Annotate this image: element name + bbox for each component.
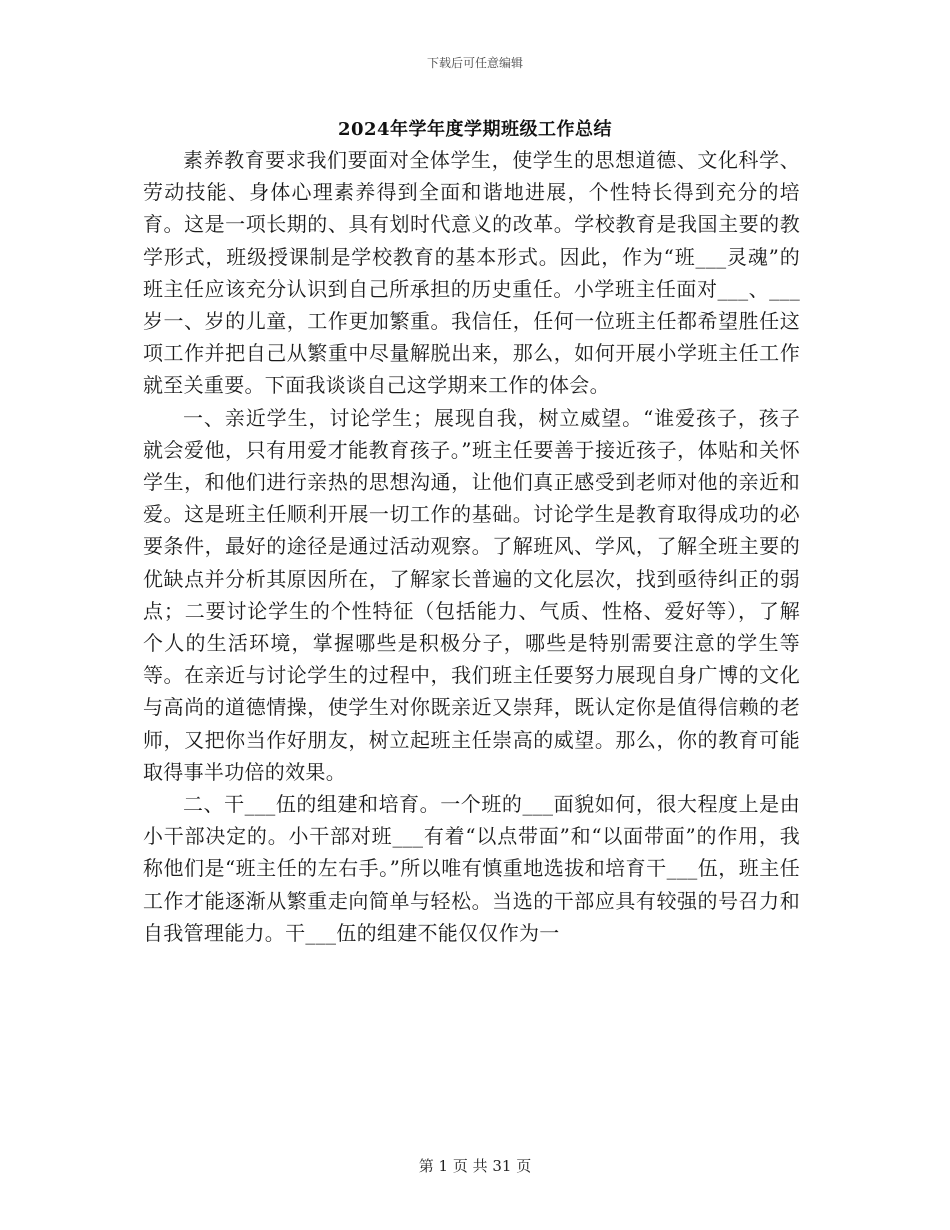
paragraph-intro: 素养教育要求我们要面对全体学生，使学生的思想道德、文化科学、劳动技能、身体心理素养得到全面和谐地进展，个性特长得到充分的培育。这是一项长期的、具有划时代意义的改革。学校教育是我国主要的教学形式，班级授课制是学校教育的基本形式。因此，作为“班___灵魂”的班主任应该充分认识到自己所承担的历史重任。小学班主任面对___、___岁一、岁的儿童，工作更加繁重。我信任，任何一位班主任都希望胜任这项工作并把自己从繁重中尽量解脱出来，那么，如何开展小学班主任工作就至关重要。下面我谈谈自己这学期来工作的体会。 xyxy=(143,148,800,398)
paragraph-section-two: 二、干___伍的组建和培育。一个班的___面貌如何，很大程度上是由小干部决定的。小干部对班___有着“以点带面”和“以面带面”的作用，我称他们是“班主任的左右手。”所以唯有慎重地选拔和培育干___伍，班主任工作才能逐渐从繁重走向简单与轻松。当选的干部应具有较强的号召力和自我管理能力。干___伍的组建不能仅仅作为一 xyxy=(143,792,800,945)
document-body xyxy=(143,144,800,949)
page-number-footer: 第 1 页 共 31 页 xyxy=(418,1157,532,1175)
paragraph-section-one: 一、亲近学生，讨论学生；展现自我，树立威望。“谁爱孩子，孩子就会爱他，只有用爱才能教育孩子。”班主任要善于接近孩子，体贴和关怀学生，和他们进行亲热的思想沟通，让他们真正感受到老师对他的亲近和爱。这是班主任顺利开展一切工作的基础。讨论学生是教育取得成功的必要条件，最好的途径是通过活动观察。了解班风、学风，了解全班主要的优缺点并分析其原因所在，了解家长普遍的文化层次，找到亟待纠正的弱点；二要讨论学生的个性特征（包括能力、气质、性格、爱好等），了解个人的生活环境，掌握哪些是积极分子，哪些是特别需要注意的学生等等。在亲近与讨论学生的过程中，我们班主任要努力展现自身广博的文化与高尚的道德情操，使学生对你既亲近又崇拜，既认定你是值得信赖的老师，又把你当作好朋友，树立起班主任崇高的威望。那么，你的教育可能取得事半功倍的效果。 xyxy=(143,405,800,784)
document-title: 2024年学年度学期班级工作总结 xyxy=(337,119,613,140)
page-header-note: 下载后可任意编辑 xyxy=(426,56,523,70)
